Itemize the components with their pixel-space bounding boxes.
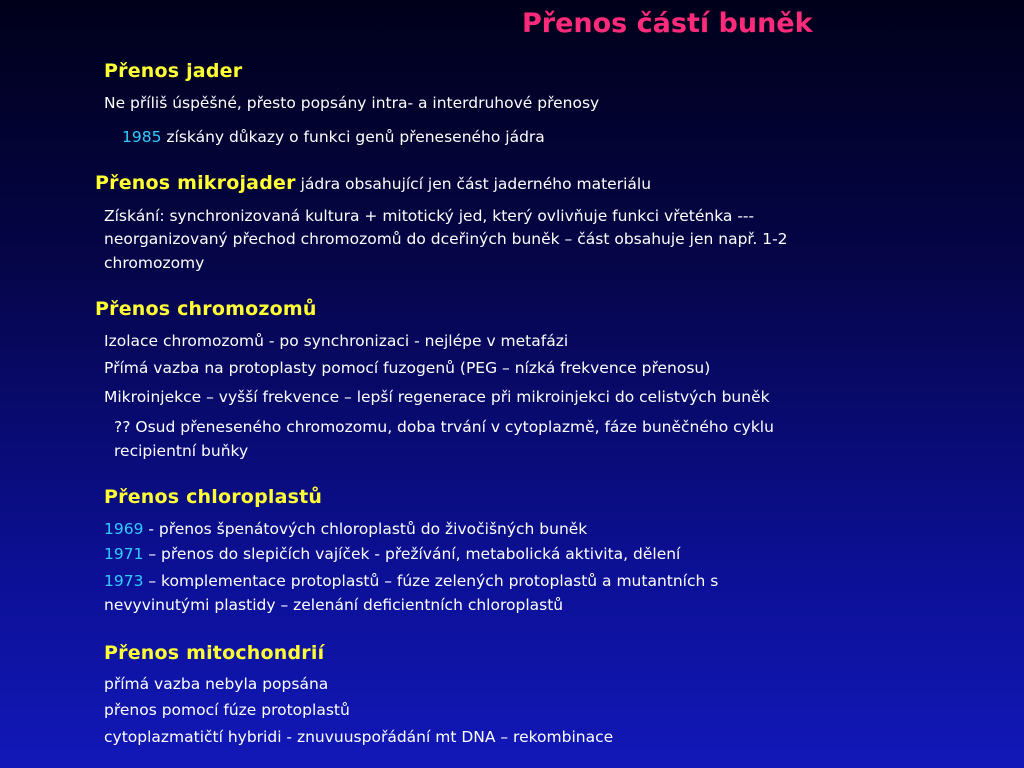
chloroplasts-line-3 (104, 570, 718, 593)
heading-chromosomes: Přenos chromozomů (95, 298, 317, 320)
nuclei-line-2 (122, 126, 545, 149)
year-1969: 1969 (104, 520, 144, 538)
nuclei-line-1: Ne příliš úspěšné, přesto popsány intra- a interdruhové přenosy (104, 94, 600, 112)
micronuclei-line-2: neorganizovaný přechod chromozomů do dceřiných buněk – část obsahuje jen např. 1-2 (104, 230, 788, 248)
chromosomes-note-2: recipientní buňky (114, 442, 249, 460)
chloroplasts-line-3-text: – komplementace protoplastů – fúze zelených protoplastů a mutantních s (143, 572, 719, 590)
year-1985: 1985 (122, 128, 162, 146)
chromosomes-line-3: Mikroinjekce – vyšší frekvence – lepší regenerace při mikroinjekci do celistvých buněk (104, 388, 770, 406)
mitochondria-line-3: cytoplazmatičtí hybridi - znuvuuspořádání mt DNA – rekombinace (104, 728, 614, 746)
micronuclei-inline-text: jádra obsahující jen část jaderného materiálu (295, 175, 652, 193)
chloroplasts-line-1-text: - přenos špenátových chloroplastů do živočišných buněk (143, 520, 588, 538)
chloroplasts-line-2-text: – přenos do slepičích vajíček - přežívání, metabolická aktivita, dělení (143, 545, 681, 563)
year-1973: 1973 (104, 572, 144, 590)
micronuclei-line-1: Získání: synchronizovaná kultura + mitotický jed, který ovlivňuje funkci vřeténka --- (104, 207, 755, 225)
mitochondria-line-2: přenos pomocí fúze protoplastů (104, 701, 350, 719)
chloroplasts-line-2 (104, 543, 680, 566)
chromosomes-note-1: ?? Osud přeneseného chromozomu, doba trvání v cytoplazmě, fáze buněčného cyklu (114, 418, 774, 436)
heading-mitochondria: Přenos mitochondrií (104, 642, 325, 664)
heading-micronuclei: Přenos mikrojader (95, 172, 296, 194)
chloroplasts-line-4: nevyvinutými plastidy – zelenání deficientních chloroplastů (104, 596, 564, 614)
micronuclei-line-3: chromozomy (104, 254, 205, 272)
chloroplasts-line-1 (104, 518, 587, 541)
chromosomes-line-1: Izolace chromozomů - po synchronizaci - nejlépe v metafázi (104, 332, 569, 350)
chromosomes-line-2: Přímá vazba na protoplasty pomocí fuzogenů (PEG – nízká frekvence přenosu) (104, 359, 711, 377)
heading-chloroplasts: Přenos chloroplastů (104, 486, 323, 508)
mitochondria-line-1: přímá vazba nebyla popsána (104, 675, 329, 693)
micronuclei-heading-row (95, 172, 651, 196)
page-title: Přenos částí buněk (522, 8, 813, 39)
heading-nuclei: Přenos jader (104, 60, 243, 82)
year-1971: 1971 (104, 545, 144, 563)
nuclei-line-2-text: získány důkazy o funkci genů přeneseného jádra (161, 128, 545, 146)
